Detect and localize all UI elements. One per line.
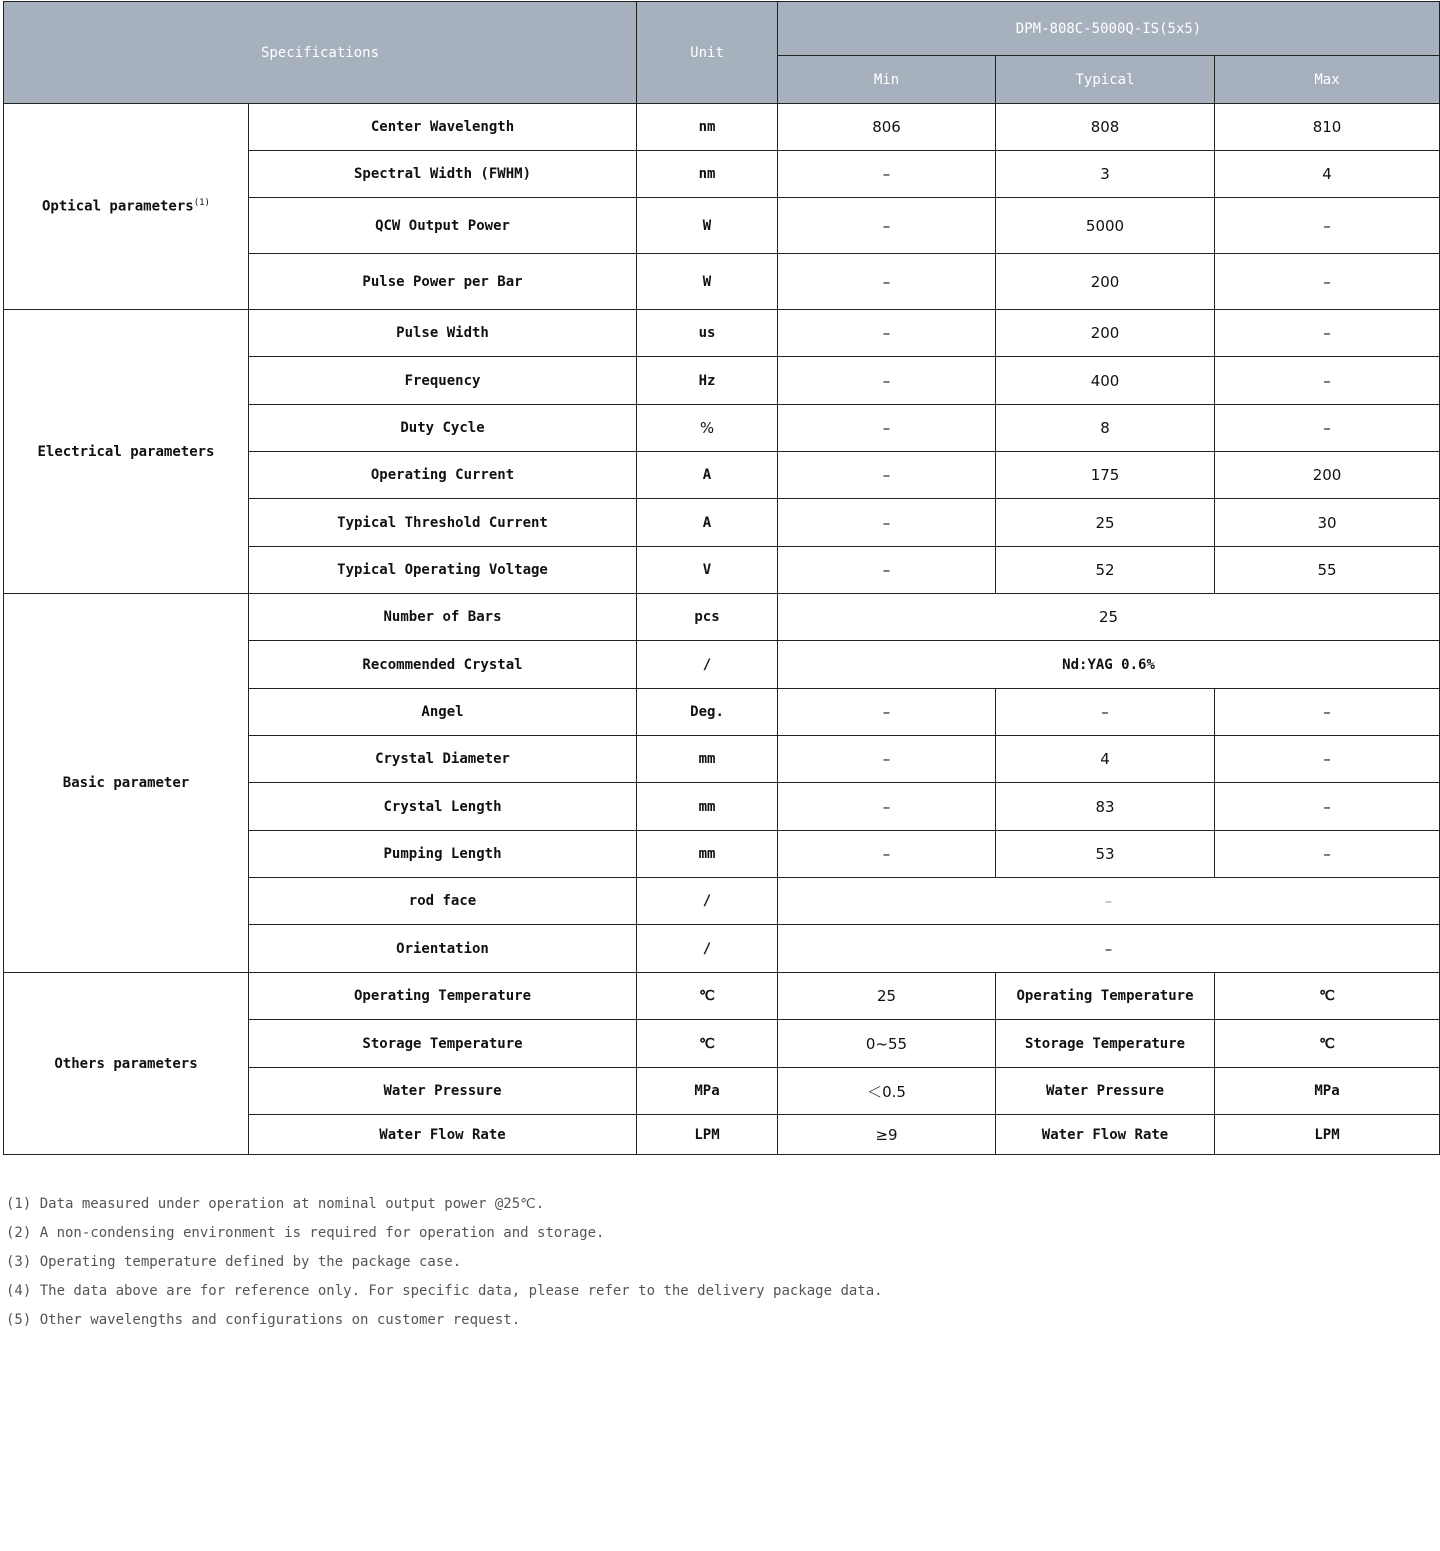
unit-cell: V [637, 547, 778, 594]
unit-cell: W [637, 254, 778, 310]
group-name: Basic parameter [62, 775, 190, 791]
spec-name-cell: Crystal Diameter [249, 736, 637, 783]
header-unit: Unit [637, 2, 778, 104]
spec-name-cell: Recommended Crystal [249, 641, 637, 689]
typical-value-cell: 808 [996, 104, 1215, 151]
min-value-cell: – [778, 547, 996, 594]
footnote: (3) Operating temperature defined by the package case. [6, 1254, 462, 1270]
footnote-marker: (1) [193, 198, 210, 209]
header-specifications: Specifications [4, 2, 637, 104]
spec-name-cell: Number of Bars [249, 594, 637, 641]
spec-name-cell: Spectral Width (FWHM) [249, 151, 637, 198]
unit-cell: nm [637, 151, 778, 198]
group-name: Electrical parameters [37, 443, 215, 460]
typical-value-cell: 200 [996, 254, 1215, 310]
spec-name-cell: Typical Operating Voltage [249, 547, 637, 594]
min-value-cell: 0~55 [778, 1020, 996, 1068]
max-value-cell: 200 [1215, 452, 1440, 499]
merged-value-cell: – [778, 878, 1440, 925]
max-value-cell: 810 [1215, 104, 1440, 151]
spec-name-cell: QCW Output Power [249, 198, 637, 254]
typical-value-cell: 200 [996, 310, 1215, 357]
typical-value-cell: 4 [996, 736, 1215, 783]
typical-value-cell: 83 [996, 783, 1215, 831]
group-label [4, 594, 249, 973]
max-value-cell: – [1215, 736, 1440, 783]
max-value-cell: ℃ [1215, 973, 1440, 1020]
spec-name-cell: Crystal Length [249, 783, 637, 831]
unit-cell: mm [637, 783, 778, 831]
unit-cell: LPM [637, 1115, 778, 1155]
table-row [4, 973, 1440, 1020]
header-min: Min [778, 56, 996, 104]
max-value-cell: LPM [1215, 1115, 1440, 1155]
typical-value-cell: Water Pressure [996, 1068, 1215, 1115]
footnotes [6, 1193, 883, 1338]
unit-cell: / [637, 641, 778, 689]
spec-name-cell: Operating Temperature [249, 973, 637, 1020]
spec-name-cell: Pumping Length [249, 831, 637, 878]
typical-value-cell: 53 [996, 831, 1215, 878]
spec-name-cell: Typical Threshold Current [249, 499, 637, 547]
spec-name-cell: Operating Current [249, 452, 637, 499]
unit-cell: nm [637, 104, 778, 151]
unit-cell: ℃ [637, 973, 778, 1020]
unit-cell: ℃ [637, 1020, 778, 1068]
group-name: Optical parameters [42, 198, 194, 215]
footnote: (4) The data above are for reference only. For specific data, please refer to the delivery package data. [6, 1283, 883, 1299]
max-value-cell: 4 [1215, 151, 1440, 198]
typical-value-cell: 25 [996, 499, 1215, 547]
max-value-cell: – [1215, 783, 1440, 831]
group-label [4, 973, 249, 1155]
spec-name-cell: Pulse Width [249, 310, 637, 357]
unit-cell: us [637, 310, 778, 357]
spec-table [3, 1, 1440, 1155]
spec-name-cell: Orientation [249, 925, 637, 973]
group-label [4, 310, 249, 594]
unit-cell: Hz [637, 357, 778, 405]
min-value-cell: – [778, 689, 996, 736]
max-value-cell: – [1215, 254, 1440, 310]
min-value-cell: – [778, 310, 996, 357]
spec-name-cell: rod face [249, 878, 637, 925]
table-row [4, 104, 1440, 151]
min-value-cell: – [778, 831, 996, 878]
unit-cell: W [637, 198, 778, 254]
typical-value-cell: Water Flow Rate [996, 1115, 1215, 1155]
max-value-cell: 30 [1215, 499, 1440, 547]
unit-cell: Deg. [637, 689, 778, 736]
table-row [4, 594, 1440, 641]
typical-value-cell: Operating Temperature [996, 973, 1215, 1020]
spec-name-cell: Storage Temperature [249, 1020, 637, 1068]
min-value-cell: ＜0.5 [778, 1068, 996, 1115]
spec-name-cell: Pulse Power per Bar [249, 254, 637, 310]
unit-cell: pcs [637, 594, 778, 641]
header-model: DPM-808C-5000Q-IS(5x5) [778, 2, 1440, 56]
merged-value-cell: – [778, 925, 1440, 973]
min-value-cell: 806 [778, 104, 996, 151]
max-value-cell: 55 [1215, 547, 1440, 594]
min-value-cell: – [778, 405, 996, 452]
typical-value-cell: 3 [996, 151, 1215, 198]
unit-cell: mm [637, 831, 778, 878]
typical-value-cell: 5000 [996, 198, 1215, 254]
footnote: (2) A non-condensing environment is required for operation and storage. [6, 1225, 605, 1241]
table-row [4, 310, 1440, 357]
header-max: Max [1215, 56, 1440, 104]
spec-table-body [4, 104, 1440, 1155]
spec-name-cell: Duty Cycle [249, 405, 637, 452]
min-value-cell: – [778, 783, 996, 831]
max-value-cell: – [1215, 198, 1440, 254]
spec-name-cell: Center Wavelength [249, 104, 637, 151]
max-value-cell: – [1215, 831, 1440, 878]
group-name: Others parameters [54, 1055, 198, 1072]
max-value-cell: ℃ [1215, 1020, 1440, 1068]
min-value-cell: – [778, 357, 996, 405]
unit-cell: A [637, 499, 778, 547]
typical-value-cell: Storage Temperature [996, 1020, 1215, 1068]
unit-cell: mm [637, 736, 778, 783]
spec-name-cell: Angel [249, 689, 637, 736]
unit-cell: A [637, 452, 778, 499]
unit-cell: % [637, 405, 778, 452]
typical-value-cell: – [996, 689, 1215, 736]
unit-cell: MPa [637, 1068, 778, 1115]
min-value-cell: – [778, 736, 996, 783]
unit-cell: / [637, 878, 778, 925]
footnote: (5) Other wavelengths and configurations on customer request. [6, 1312, 521, 1328]
min-value-cell: – [778, 151, 996, 198]
max-value-cell: – [1215, 405, 1440, 452]
max-value-cell: MPa [1215, 1068, 1440, 1115]
min-value-cell: – [778, 198, 996, 254]
max-value-cell: – [1215, 689, 1440, 736]
min-value-cell: 25 [778, 973, 996, 1020]
merged-value-cell: Nd:YAG 0.6% [778, 641, 1440, 689]
typical-value-cell: 400 [996, 357, 1215, 405]
spec-name-cell: Frequency [249, 357, 637, 405]
header-typical: Typical [996, 56, 1215, 104]
min-value-cell: ≥9 [778, 1115, 996, 1155]
footnote: (1) Data measured under operation at nominal output power @25℃. [6, 1196, 545, 1212]
max-value-cell: – [1215, 357, 1440, 405]
merged-value-cell: 25 [778, 594, 1440, 641]
min-value-cell: – [778, 499, 996, 547]
min-value-cell: – [778, 452, 996, 499]
spec-name-cell: Water Flow Rate [249, 1115, 637, 1155]
typical-value-cell: 8 [996, 405, 1215, 452]
spec-name-cell: Water Pressure [249, 1068, 637, 1115]
typical-value-cell: 175 [996, 452, 1215, 499]
unit-cell: / [637, 925, 778, 973]
typical-value-cell: 52 [996, 547, 1215, 594]
min-value-cell: – [778, 254, 996, 310]
max-value-cell: – [1215, 310, 1440, 357]
group-label [4, 104, 249, 310]
